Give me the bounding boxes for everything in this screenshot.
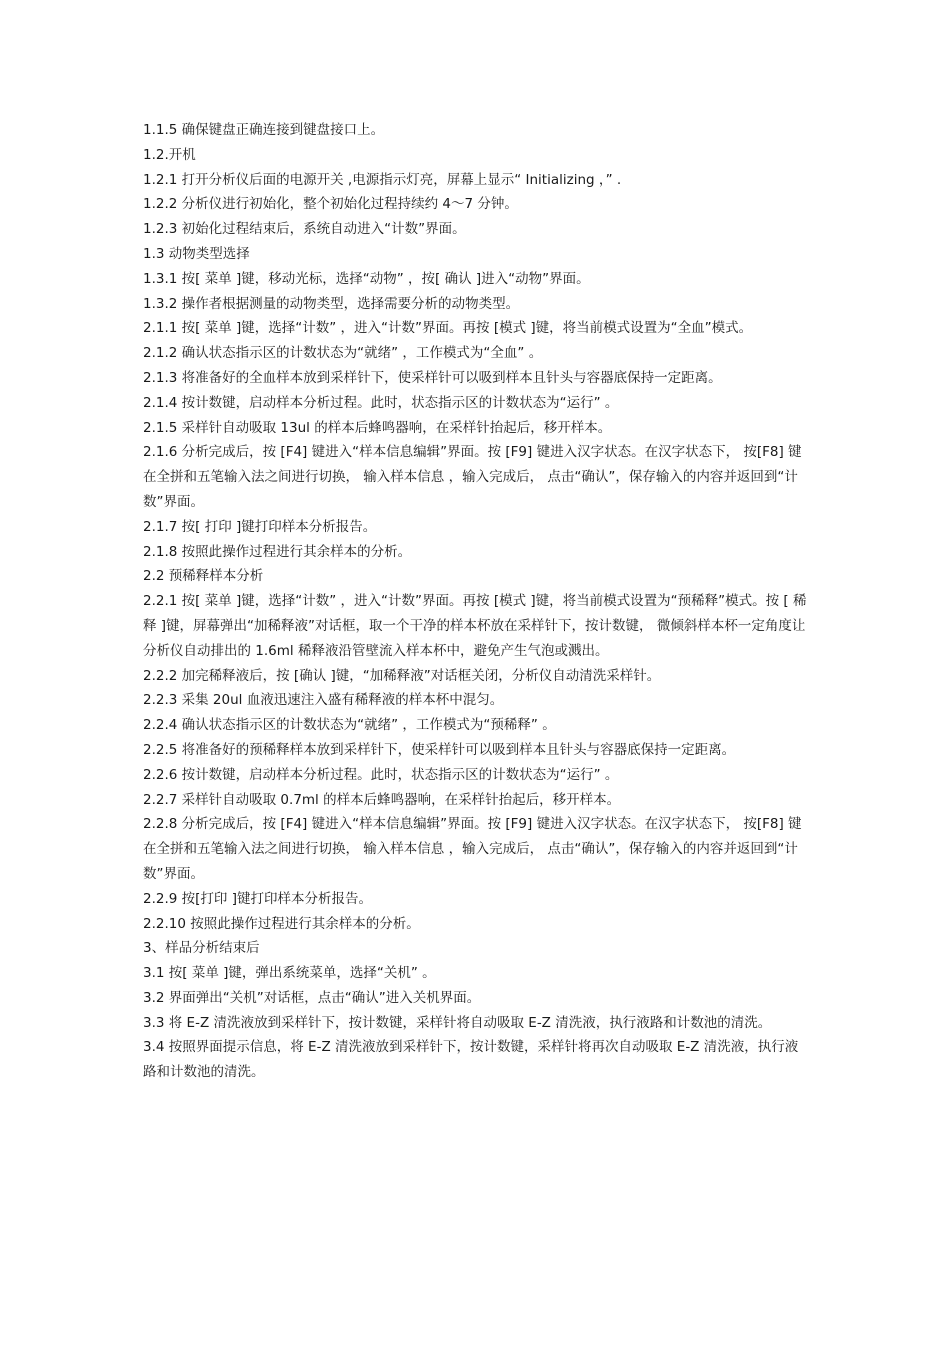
step-2-1-5: 2.1.5 采样针自动吸取 13ul 的样本后蜂鸣器响，在采样针抬起后，移开样本。 [143, 419, 612, 436]
step-1-1-5: 1.1.5 确保键盘正确连接到键盘接口上。 [143, 122, 385, 138]
step-2-1-3: 2.1.3 将准备好的全血样本放到采样针下，使采样针可以吸到样本且针头与容器底保持一定距离。 [143, 369, 722, 386]
step-3-1: 3.1 按[ 菜单 ]键，弹出系统菜单，选择“关机” 。 [143, 965, 436, 982]
step-2-2-6: 2.2.6 按计数键，启动样本分析过程。此时，状态指示区的计数状态为“运行” 。 [143, 766, 619, 783]
step-2-1-4: 2.1.4 按计数键，启动样本分析过程。此时，状态指示区的计数状态为“运行” 。 [143, 394, 619, 411]
step-1-2-1: 1.2.1 打开分析仪后面的电源开关 ,电源指示灯亮，屏幕上显示“ Initializing ，” . [143, 171, 622, 188]
step-1-2-3: 1.2.3 初始化过程结束后，系统自动进入“计数”界面。 [143, 221, 466, 238]
step-2-2-4: 2.2.4 确认状态指示区的计数状态为“就绪” ，工作模式为“预稀释” 。 [143, 717, 556, 734]
step-2-2-2: 2.2.2 加完稀释液后，按 [确认 ]键，“加稀释液”对话框关闭，分析仪自动清洗采样针。 [143, 667, 661, 684]
step-2-2-8: 2.2.8 分析完成后，按 [F4] 键进入“样本信息编辑”界面。按 [F9] 键进入汉字状态。在汉字状态下， 按[F8] 键在全拼和五笔输入法之间进行切换， 输入样本信息 ，输入完成后， 点击“确认”，保存输入的内容并返回到“计数”界面。 [143, 816, 802, 882]
step-3-4: 3.4 按照界面提示信息，将 E-Z 清洗液放到采样针下，按计数键，采样针将再次自动吸取 E-Z 清洗液，执行液路和计数池的清洗。 [143, 1039, 799, 1081]
section-2-2-prediluted: 2.2 预稀释样本分析 [143, 568, 264, 585]
step-2-1-8: 2.1.8 按照此操作过程进行其余样本的分析。 [143, 543, 412, 560]
step-2-1-1: 2.1.1 按[ 菜单 ]键，选择“计数” ，进入“计数”界面。再按 [模式 ]键，将当前模式设置为“全血”模式。 [143, 320, 753, 337]
step-2-1-2: 2.1.2 确认状态指示区的计数状态为“就绪” ，工作模式为“全血” 。 [143, 345, 543, 362]
step-2-2-10: 2.2.10 按照此操作过程进行其余样本的分析。 [143, 915, 420, 932]
document-body [143, 118, 808, 1085]
step-2-2-7: 2.2.7 采样针自动吸取 0.7ml 的样本后蜂鸣器响，在采样针抬起后，移开样本。 [143, 791, 621, 808]
step-2-2-9: 2.2.9 按[打印 ]键打印样本分析报告。 [143, 890, 372, 907]
section-1-2-power-on: 1.2.开机 [143, 146, 196, 163]
step-2-2-5: 2.2.5 将准备好的预稀释样本放到采样针下，使采样针可以吸到样本且针头与容器底保持一定距离。 [143, 741, 736, 758]
step-3-3: 3.3 将 E-Z 清洗液放到采样针下，按计数键，采样针将自动吸取 E-Z 清洗液，执行液路和计数池的清洗。 [143, 1014, 772, 1031]
section-3-after-analysis: 3、样品分析结束后 [143, 940, 260, 957]
step-3-2: 3.2 界面弹出“关机”对话框，点击“确认”进入关机界面。 [143, 989, 481, 1006]
step-2-2-3: 2.2.3 采集 20ul 血液迅速注入盛有稀释液的样本杯中混匀。 [143, 692, 504, 709]
step-1-2-2: 1.2.2 分析仪进行初始化，整个初始化过程持续约 4～7 分钟。 [143, 196, 518, 213]
step-1-3-2: 1.3.2 操作者根据测量的动物类型，选择需要分析的动物类型。 [143, 295, 520, 312]
section-1-3-animal-type: 1.3 动物类型选择 [143, 245, 250, 262]
step-2-1-7: 2.1.7 按[ 打印 ]键打印样本分析报告。 [143, 518, 377, 535]
step-2-2-1: 2.2.1 按[ 菜单 ]键，选择“计数” ，进入“计数”界面。再按 [模式 ]键，将当前模式设置为“预稀释”模式。按 [ 稀释 ]键，屏幕弹出“加稀释液”对话框，取一个干净的样本杯放在采样针下，按计数键， 微倾斜样本杯一定角度让分析仪自动排出的 1.6ml 稀释液沿管壁流入样本杯中，避免产生气泡或溅出。 [143, 593, 807, 659]
step-2-1-6: 2.1.6 分析完成后，按 [F4] 键进入“样本信息编辑”界面。按 [F9] 键进入汉字状态。在汉字状态下， 按[F8] 键在全拼和五笔输入法之间进行切换， 输入样本信息 ，输入完成后， 点击“确认”，保存输入的内容并返回到“计数”界面。 [143, 444, 802, 510]
step-1-3-1: 1.3.1 按[ 菜单 ]键，移动光标，选择“动物” ，按[ 确认 ]进入“动物”界面。 [143, 270, 590, 287]
